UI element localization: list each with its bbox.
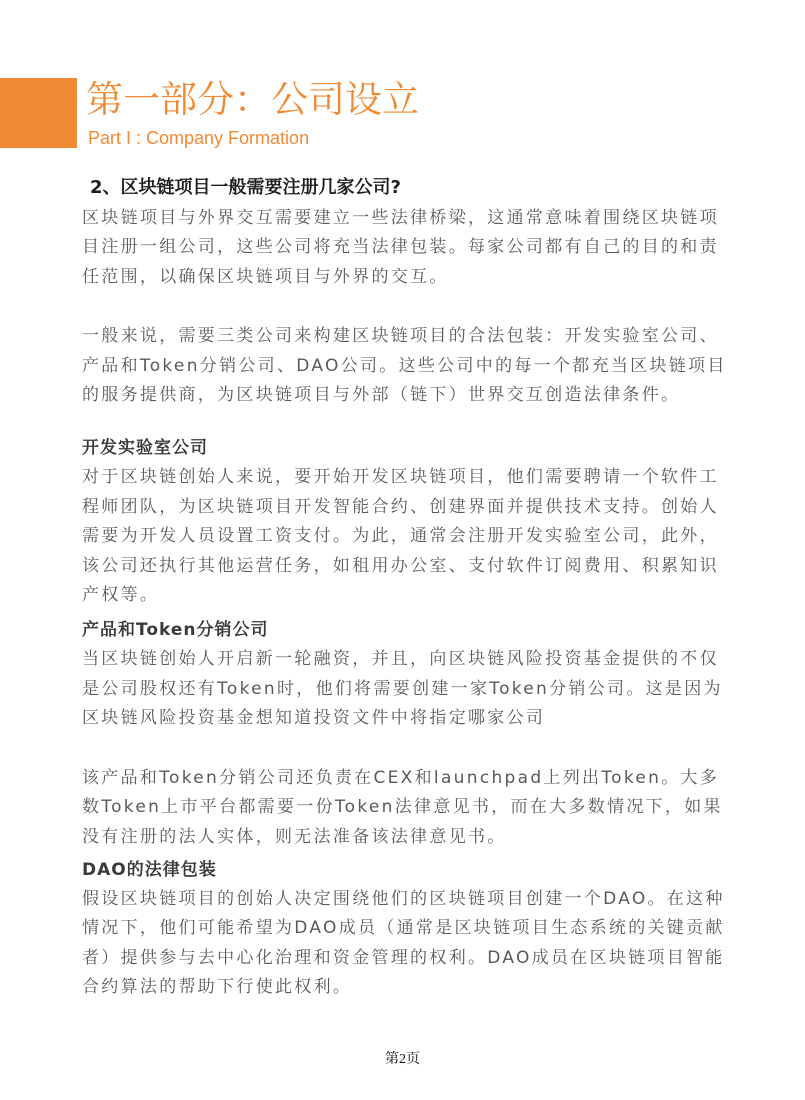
paragraph-gap [82,292,732,322]
token-paragraph-1: 当区块链创始人开启新一轮融资，并且，向区块链风险投资基金提供的不仅是公司股权还有Token时，他们将需要创建一家Token分销公司。这是因为区块链风险投资基金想知道投资文件中将指定哪家公司 [82,649,723,729]
page-number: 第2页 [385,1052,420,1067]
paragraph-gap [82,410,732,434]
overview-paragraph: 一般来说，需要三类公司来构建区块链项目的合法包装：开发实验室公司、产品和Token分销公司、DAO公司。这些公司中的每一个都充当区块链项目的服务提供商，为区块链项目与外部（链下）世界交互创造法律条件。 [82,326,727,406]
page-title: 第一部分：公司设立 [86,78,419,121]
paragraph-gap [82,734,732,764]
accent-block [0,78,77,148]
token-paragraph-2: 该产品和Token分销公司还负责在CEX和launchpad上列出Token。大多数Token上市平台都需要一份Token法律意见书，而在大多数情况下，如果没有注册的法人实体，则无法准备该法律意见书。 [82,767,723,847]
section-question: 2、区块链项目一般需要注册几家公司? [90,177,401,198]
dao-heading: DAO的法律包装 [82,859,217,880]
page-subtitle: Part I : Company Formation [88,128,310,148]
devlab-paragraph: 对于区块链创始人来说，要开始开发区块链项目，他们需要聘请一个软件工程师团队，为区块链项目开发智能合约、创建界面并提供技术支持。创始人需要为开发人员设置工资支付。为此，通常会注册开发实验室公司，此外，该公司还执行其他运营任务，如租用办公室、支付软件订阅费用、积累知识产权等。 [82,467,719,606]
devlab-heading: 开发实验室公司 [82,438,208,459]
intro-paragraph: 区块链项目与外界交互需要建立一些法律桥梁，这通常意味着围绕区块链项目注册一组公司，这些公司将充当法律包装。每家公司都有自己的目的和责任范围，以确保区块链项目与外界的交互。 [82,208,719,287]
document-body [82,172,732,1003]
dao-paragraph: 假设区块链项目的创始人决定围绕他们的区块链项目创建一个DAO。在这种情况下，他们可能希望为DAO成员（通常是区块链项目生态系统的关键贡献者）提供参与去中心化治理和资金管理的权利。DAO成员在区块链项目智能合约算法的帮助下行使此权利。 [82,888,725,998]
token-heading: 产品和Token分销公司 [82,620,269,641]
